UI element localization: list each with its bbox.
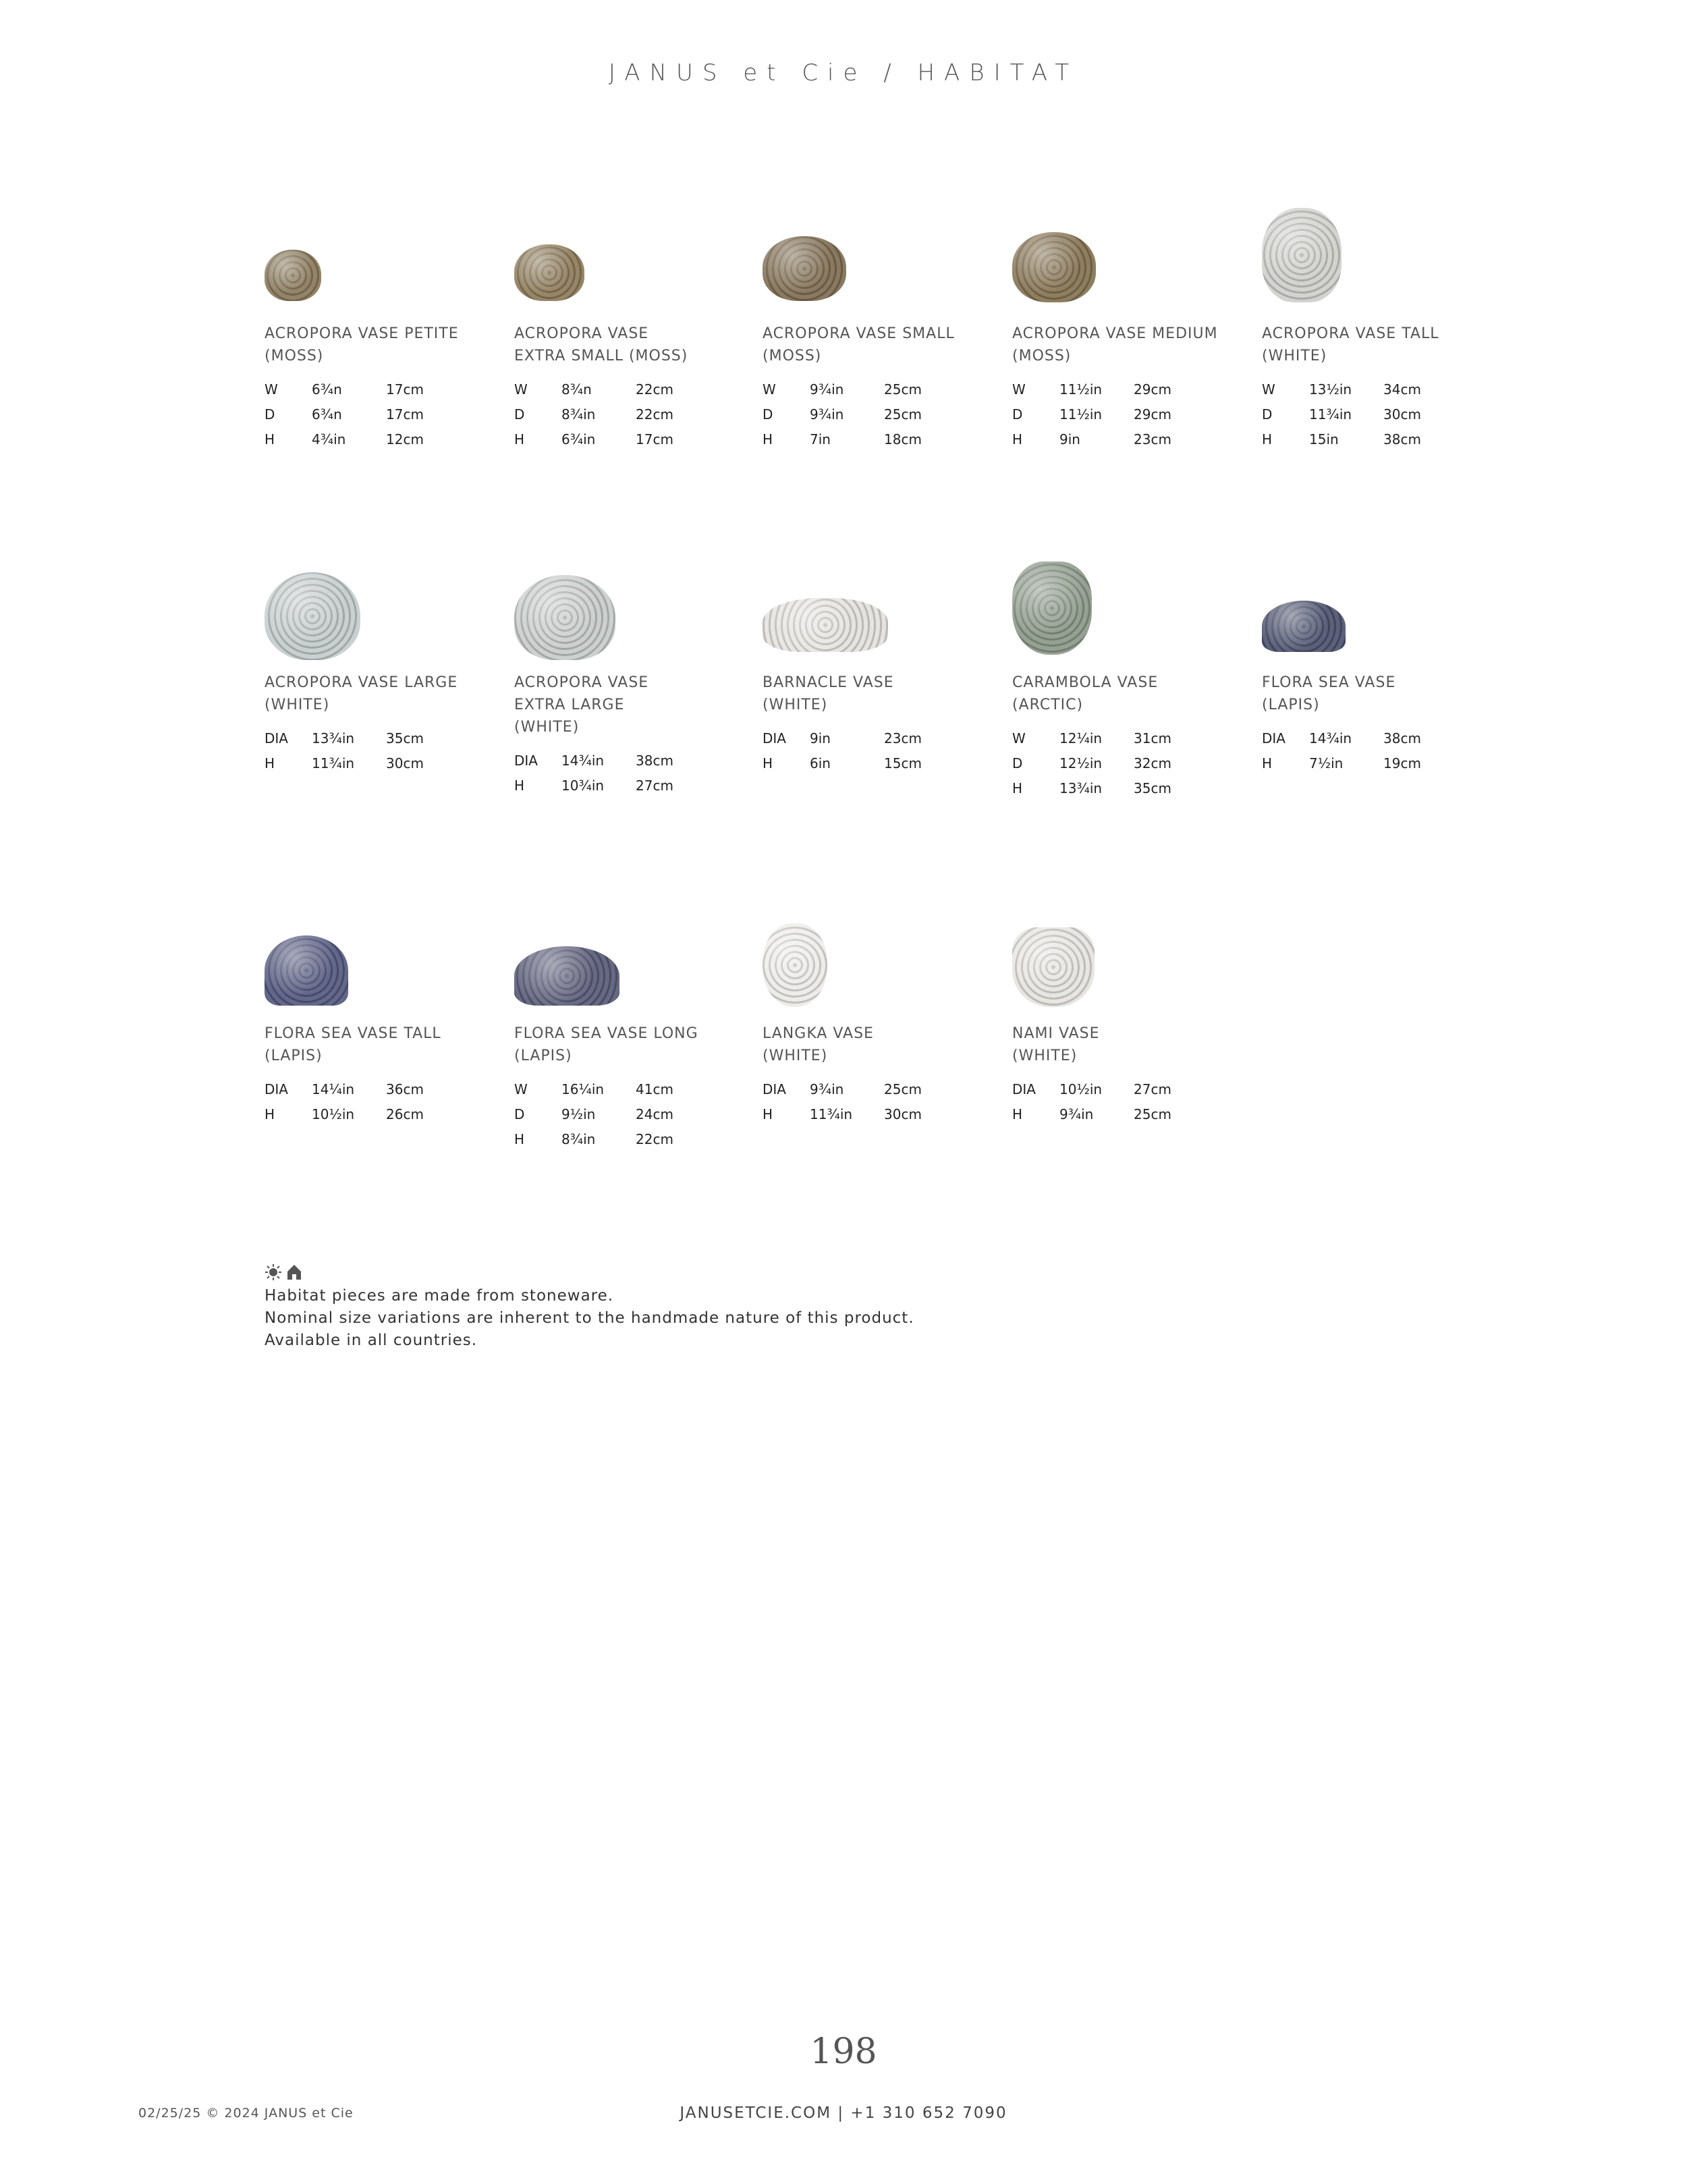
product-dimensions [514,377,710,452]
dimension-cm: 22cm [636,1130,673,1147]
product-name: NAMI VASE (WHITE) [1012,1025,1100,1064]
dimension-label: D [763,406,773,422]
dimension-cm: 25cm [884,406,922,422]
dimension-cm: 29cm [1134,381,1171,398]
dimension-label: W [265,381,278,398]
dimension-inches: 6¾n [312,381,342,398]
dimension-label: D [514,1105,525,1122]
dimension-cm: 12cm [386,431,424,447]
product-dimensions [514,748,710,798]
product-image-flora-sea-vase-tall [265,935,348,1006]
dimension-cm: 36cm [386,1081,424,1097]
dimension-row [763,750,958,775]
product-name: ACROPORA VASE EXTRA LARGE (WHITE) [514,674,649,736]
dimension-row [1012,1101,1208,1126]
dimension-inches: 8¾n [561,381,592,398]
product-name: ACROPORA VASE LARGE (WHITE) [265,674,458,713]
dimension-row [1012,1076,1208,1101]
dimension-row [265,377,460,402]
dimension-label: DIA [265,730,288,746]
product-name: ACROPORA VASE TALL (WHITE) [1262,325,1439,364]
dimension-cm: 30cm [386,755,424,771]
dimension-row [763,427,958,452]
dimension-row [1012,377,1208,402]
dimension-row [265,1076,460,1101]
dimension-inches: 8¾in [561,406,596,422]
dimension-label: W [514,1081,528,1097]
product-name: ACROPORA VASE MEDIUM (MOSS) [1012,325,1218,364]
dimension-cm: 25cm [1134,1105,1171,1122]
dimension-row [1262,427,1458,452]
dimension-inches: 12½in [1059,755,1103,771]
product-name: FLORA SEA VASE (LAPIS) [1262,674,1396,713]
dimension-label: H [514,777,525,794]
footer-contact: JANUSETCIE.COM | +1 310 652 7090 [680,2104,1007,2122]
dimension-cm: 27cm [636,777,673,794]
dimension-row [1262,377,1458,402]
product-image-acropora-vase-small [763,236,846,301]
product-image-acropora-vase-large [265,572,360,660]
product-name: ACROPORA VASE SMALL (MOSS) [763,325,955,364]
product-dimensions [265,1076,460,1126]
dimension-inches: 6in [810,755,831,771]
dimension-label: H [514,431,525,447]
dimension-label: D [1012,755,1023,771]
dimension-cm: 22cm [636,381,673,398]
product-dimensions [265,726,460,775]
dimension-row [1012,726,1208,750]
dimension-cm: 17cm [386,381,424,398]
dimension-label: DIA [763,1081,786,1097]
page-number: 198 [810,2031,877,2072]
dimension-cm: 23cm [1134,431,1171,447]
dimension-inches: 11¾in [1309,406,1352,422]
dimension-inches: 9¾in [810,406,844,422]
dimension-inches: 4¾in [312,431,346,447]
dimension-inches: 13¾in [312,730,355,746]
product-dimensions [763,377,958,452]
dimension-cm: 24cm [636,1105,673,1122]
dimension-inches: 14¼in [312,1081,355,1097]
dimension-cm: 38cm [636,752,673,769]
dimension-label: DIA [1012,1081,1036,1097]
product-image-barnacle-vase [763,598,888,652]
dimension-inches: 6¾in [561,431,596,447]
dimension-cm: 22cm [636,406,673,422]
dimension-inches: 9in [1059,431,1080,447]
dimension-cm: 19cm [1383,755,1421,771]
dimension-cm: 25cm [884,381,922,398]
note-line-2: Nominal size variations are inherent to the handmade nature of this product. [265,1309,914,1327]
dimension-inches: 10¾in [561,777,605,794]
dimension-inches: 6¾n [312,406,342,422]
dimension-label: H [763,1105,773,1122]
dimension-cm: 31cm [1134,730,1171,746]
dimension-cm: 27cm [1134,1081,1171,1097]
dimension-label: D [514,406,525,422]
page-title: JANUS et Cie / HABITAT [608,59,1079,86]
product-name: FLORA SEA VASE TALL (LAPIS) [265,1025,441,1064]
dimension-cm: 25cm [884,1081,922,1097]
dimension-row [1012,750,1208,775]
dimension-inches: 7in [810,431,831,447]
dimension-inches: 9¾in [1059,1105,1094,1122]
dimension-cm: 35cm [1134,780,1171,796]
dimension-row [514,1076,710,1101]
product-dimensions [763,726,958,775]
dimension-label: W [1012,730,1026,746]
dimension-inches: 9¾in [810,381,844,398]
dimension-label: W [514,381,528,398]
dimension-label: W [1262,381,1275,398]
dimension-cm: 29cm [1134,406,1171,422]
dimension-row [763,402,958,427]
dimension-inches: 12¼in [1059,730,1103,746]
product-name: FLORA SEA VASE LONG (LAPIS) [514,1025,698,1064]
dimension-label: D [1262,406,1273,422]
dimension-cm: 38cm [1383,730,1421,746]
dimension-label: H [1262,431,1273,447]
dimension-label: H [1262,755,1273,771]
note-line-3: Available in all countries. [265,1332,478,1349]
dimension-label: D [265,406,275,422]
product-dimensions [1012,726,1208,800]
dimension-inches: 16¼in [561,1081,605,1097]
product-dimensions [763,1076,958,1126]
dimension-inches: 9¾in [810,1081,844,1097]
dimension-label: DIA [763,730,786,746]
product-image-langka-vase [763,923,827,1007]
dimension-row [514,1101,710,1126]
dimension-inches: 11¾in [312,755,355,771]
dimension-row [1012,775,1208,800]
note-line-1: Habitat pieces are made from stoneware. [265,1287,614,1305]
dimension-label: W [763,381,776,398]
dimension-inches: 10½in [312,1105,355,1122]
product-name: LANGKA VASE (WHITE) [763,1025,874,1064]
dimension-row [514,773,710,798]
dimension-row [763,726,958,750]
dimension-cm: 41cm [636,1081,673,1097]
dimension-row [763,377,958,402]
dimension-row [1262,402,1458,427]
dimension-label: H [763,755,773,771]
dimension-label: H [1012,431,1023,447]
dimension-label: DIA [514,752,538,769]
dimension-row [514,402,710,427]
sun-icon [265,1263,282,1281]
product-image-flora-sea-vase-long [514,946,619,1006]
dimension-cm: 32cm [1134,755,1171,771]
dimension-row [1012,427,1208,452]
product-image-carambola-vase [1012,562,1092,655]
product-dimensions [1262,726,1458,775]
product-name: CARAMBOLA VASE (ARCTIC) [1012,674,1159,713]
product-dimensions [1012,1076,1208,1126]
dimension-label: H [1012,1105,1023,1122]
dimension-inches: 11¾in [810,1105,853,1122]
dimension-inches: 14¾in [561,752,605,769]
dimension-label: H [514,1130,525,1147]
dimension-row [514,427,710,452]
dimension-row [1262,726,1458,750]
dimension-cm: 23cm [884,730,922,746]
home-icon [286,1263,302,1281]
dimension-cm: 30cm [1383,406,1421,422]
notes-icons [265,1262,914,1282]
dimension-row [1012,402,1208,427]
dimension-label: DIA [265,1081,288,1097]
dimension-inches: 14¾in [1309,730,1352,746]
dimension-label: H [265,755,275,771]
product-image-flora-sea-vase [1262,601,1346,652]
dimension-row [1262,750,1458,775]
product-dimensions [514,1076,710,1151]
dimension-inches: 15in [1309,431,1339,447]
dimension-row [514,377,710,402]
dimension-inches: 11½in [1059,381,1103,398]
dimension-inches: 9in [810,730,831,746]
dimension-inches: 13¾in [1059,780,1103,796]
dimension-inches: 13½in [1309,381,1352,398]
dimension-row [265,1101,460,1126]
product-name: ACROPORA VASE PETITE (MOSS) [265,325,459,364]
product-image-acropora-vase-medium [1012,232,1096,302]
product-image-acropora-vase-extra-small [514,244,584,301]
product-dimensions [265,377,460,452]
dimension-cm: 17cm [636,431,673,447]
dimension-inches: 10½in [1059,1081,1103,1097]
dimension-label: H [265,1105,275,1122]
dimension-label: H [265,431,275,447]
dimension-label: D [1012,406,1023,422]
dimension-label: DIA [1262,730,1285,746]
dimension-cm: 15cm [884,755,922,771]
dimension-inches: 11½in [1059,406,1103,422]
dimension-cm: 34cm [1383,381,1421,398]
dimension-cm: 30cm [884,1105,922,1122]
product-name: ACROPORA VASE EXTRA SMALL (MOSS) [514,325,688,364]
product-image-acropora-vase-petite [265,250,321,301]
notes-block [265,1262,914,1352]
dimension-row [763,1076,958,1101]
dimension-row [514,1126,710,1151]
dimension-label: H [763,431,773,447]
product-image-acropora-vase-tall [1262,208,1342,302]
dimension-cm: 17cm [386,406,424,422]
dimension-row [265,427,460,452]
dimension-row [265,726,460,750]
dimension-cm: 18cm [884,431,922,447]
dimension-label: H [1012,780,1023,796]
footer-date-copyright: 02/25/25 © 2024 JANUS et Cie [138,2106,354,2121]
product-image-acropora-vase-extra-large [514,575,615,660]
product-name: BARNACLE VASE (WHITE) [763,674,894,713]
dimension-label: W [1012,381,1026,398]
dimension-cm: 35cm [386,730,424,746]
dimension-inches: 9½in [561,1105,596,1122]
product-image-nami-vase [1012,927,1095,1007]
dimension-cm: 26cm [386,1105,424,1122]
dimension-inches: 8¾in [561,1130,596,1147]
dimension-row [265,750,460,775]
dimension-row [514,748,710,773]
dimension-inches: 7½in [1309,755,1344,771]
product-dimensions [1012,377,1208,452]
dimension-row [763,1101,958,1126]
dimension-cm: 38cm [1383,431,1421,447]
dimension-row [265,402,460,427]
product-dimensions [1262,377,1458,452]
